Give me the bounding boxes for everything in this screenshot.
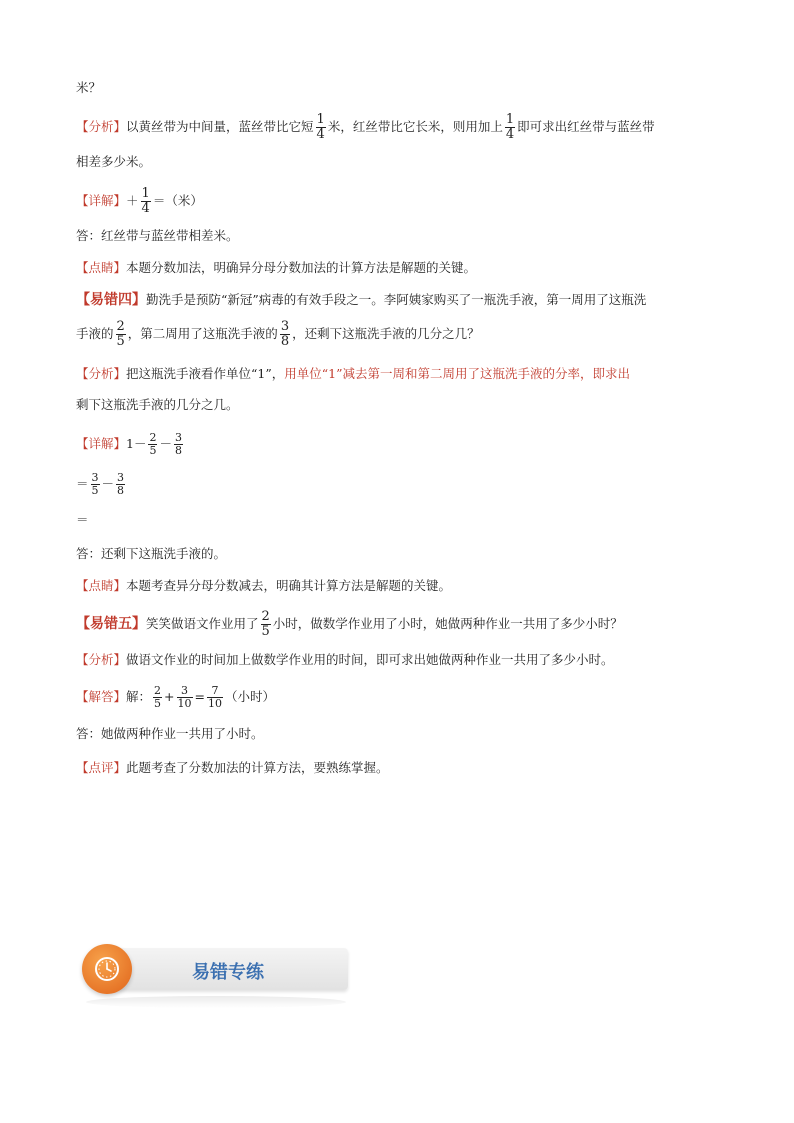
banner-shadow <box>86 996 346 1008</box>
analysis-2: 【分析】把这瓶洗手液看作单位“1”，用单位“1”减去第一周和第二周用了这瓶洗手液的分率，即求出 <box>76 366 630 381</box>
analysis-tag: 【分析】 <box>76 119 127 134</box>
fraction: $\frac{2}{5}$ <box>261 609 270 639</box>
text-line: 相差多少米。 <box>76 154 152 169</box>
fraction: $\frac{7}{10}$ <box>208 684 222 710</box>
error-four-question: 【易错四】勤洗手是预防“新冠”病毒的有效手段之一。李阿姨家购买了一瓶洗手液，第一周用了这瓶洗 <box>76 292 647 308</box>
equation-line: ＝ $\frac{3}{5}$ － $\frac{3}{8}$ <box>76 471 125 497</box>
detail-1: 【详解】＋ $\frac{1}{4}$ ＝（米） <box>76 186 203 216</box>
fraction: $\frac{1}{4}$ <box>505 112 515 142</box>
equation-line: ＝ <box>76 512 89 527</box>
fraction: $\frac{2}{5}$ <box>116 319 125 349</box>
fraction: $\frac{1}{4}$ <box>141 186 150 216</box>
detail-2: 【详解】1－ $\frac{2}{5}$ － $\frac{3}{8}$ <box>76 431 182 457</box>
error-five-question: 【易错五】笑笑做语文作业用了 $\frac{2}{5}$ 小时，做数学作业用了小时，她做两种作业一共用了多少小时？ <box>76 609 623 639</box>
fraction: $\frac{1}{4}$ <box>316 112 325 142</box>
banner-title: 易错专练 <box>192 962 264 983</box>
text-line: 米？ <box>76 80 102 95</box>
clock-icon <box>82 944 132 994</box>
fraction: $\frac{3}{10}$ <box>177 684 192 710</box>
analysis-3: 【分析】做语文作业的时间加上做数学作业用的时间，即可求出她做两种作业一共用了多少小时。 <box>76 652 614 667</box>
fraction: $\frac{3}{8}$ <box>174 431 182 457</box>
analysis-1: 【分析】以黄丝带为中间量，蓝丝带比它短 $\frac{1}{4}$ 米，红丝带比它长米，则用加上 $\frac{1}{4}$ 即可求出红丝带与蓝丝带 <box>76 112 655 142</box>
answer-1: 答：红丝带与蓝丝带相差米。 <box>76 228 239 243</box>
fraction: $\frac{3}{5}$ <box>91 471 99 497</box>
answer-3: 答：她做两种作业一共用了小时。 <box>76 726 264 741</box>
text-line: 剩下这瓶洗手液的几分之几。 <box>76 397 239 412</box>
text-line: 手液的 $\frac{2}{5}$ ，第二周用了这瓶洗手液的 $\frac{3}{8}$ ，还剩下这瓶洗手液的几分之几？ <box>76 319 480 349</box>
answer-2: 答：还剩下这瓶洗手液的。 <box>76 546 227 561</box>
solution: 【解答】解： $\frac{2}{5}$ + $\frac{3}{10}$ = $\frac{7}{10}$ （小时） <box>76 684 276 710</box>
fraction: $\frac{3}{8}$ <box>117 471 125 497</box>
section-banner <box>78 944 350 996</box>
fraction: $\frac{2}{5}$ <box>149 431 157 457</box>
review: 【点评】此题考查了分数加法的计算方法，要熟练掌握。 <box>76 760 389 775</box>
point-1: 【点睛】本题分数加法，明确异分母分数加法的计算方法是解题的关键。 <box>76 260 477 275</box>
point-2: 【点睛】本题考查异分母分数减去，明确其计算方法是解题的关键。 <box>76 578 452 593</box>
fraction: $\frac{3}{8}$ <box>280 319 290 349</box>
fraction: $\frac{2}{5}$ <box>154 684 162 710</box>
